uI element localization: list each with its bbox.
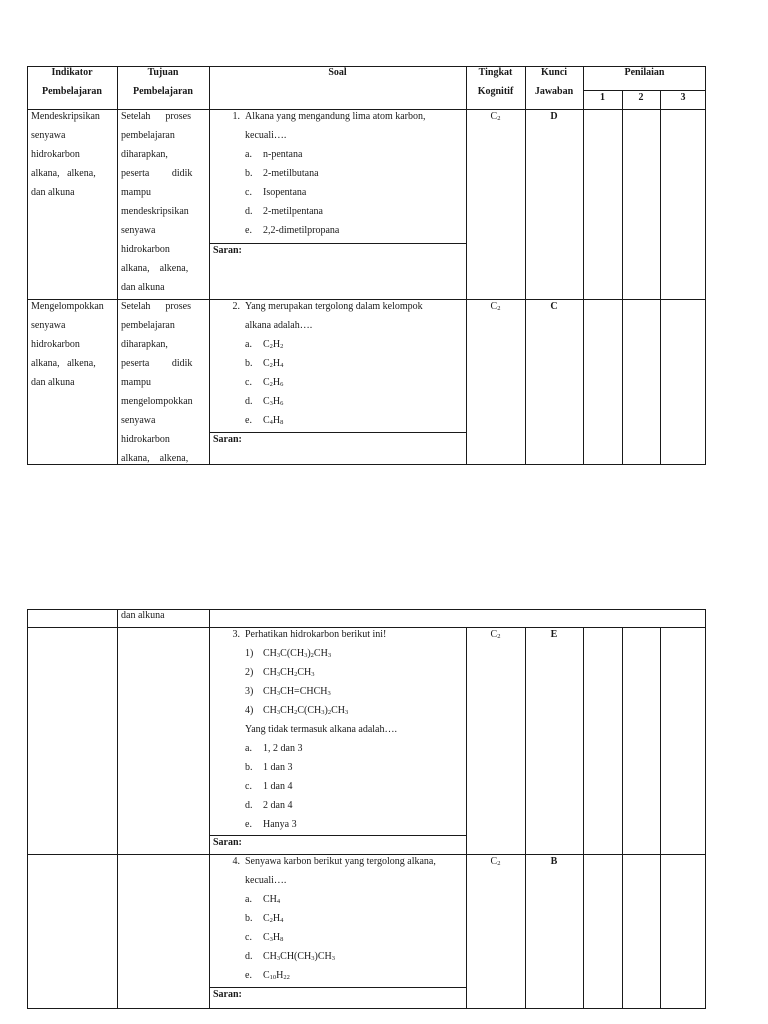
t2-col-divider-4 [525, 627, 526, 1009]
q3-kognitif: $C_2$ [490, 629, 501, 640]
saran-label-2: Saran: [213, 434, 242, 445]
question-1: 1. Alkana yang mengandung lima atom karbon, kecuali…. a. n-pentana b. 2-metilbutana c. Isopentana d. 2-metilpentana e. 2,2-dimetilpropana [232, 111, 426, 236]
formula: $C_3H_6$ [263, 396, 284, 407]
row2-kognitif: $C_2$ [490, 301, 501, 312]
question-3: 3. Perhatikan hidrokarbon berikut ini! 1) $CH_3C(CH_3)_2CH_3$ 2) $CH_3CH_2CH_3$ 3) $CH_3CH=CHCH_3$ 4) $CH_3CH_2C(CH_3)_2CH_3$ Yang tidak termasuk alkana adalah…. a. 1, 2 dan 3 b. 1 dan 3 c. 1 dan 4 d. 2 dan 4 e. Hanya 3 [232, 629, 397, 830]
header-indikator: Indikator Pembelajaran [42, 67, 102, 97]
t2-col-divider-1 [117, 609, 118, 1009]
saran-label-4: Saran: [213, 989, 242, 1000]
q3-kunci: E [550, 629, 558, 640]
continuation-text: dan alkuna [121, 610, 165, 621]
col-divider-1 [117, 66, 118, 465]
saran-line-2 [209, 432, 466, 433]
col-divider-7 [660, 90, 661, 465]
col-divider-6 [622, 90, 623, 465]
formula: $C_2H_4$ [263, 358, 284, 369]
q4-kognitif: $C_2$ [490, 856, 501, 867]
q4-kunci: B [550, 856, 558, 867]
formula: $C_2H_6$ [263, 377, 284, 388]
saran-line-1 [209, 243, 466, 244]
penilaian-1: 1 [600, 92, 605, 103]
saran-label-3: Saran: [213, 837, 242, 848]
col-divider-5 [583, 66, 584, 465]
row1-kognitif: $C_2$ [490, 111, 501, 122]
saran-line-3 [209, 835, 466, 836]
saran-line-4 [209, 987, 466, 988]
t2-col-divider-3 [466, 627, 467, 1009]
t2-col-divider-5 [583, 627, 584, 1009]
header-penilaian: Penilaian [624, 67, 665, 78]
row1-kognitif-sub: 2 [497, 115, 501, 122]
penilaian-3: 3 [680, 92, 686, 103]
header-soal: Soal [328, 67, 347, 78]
row2-tujuan: Setelah proses pembelajaran diharapkan, peserta didik mampu mengelompokkan senyawa hidrokarbon alkana, alkena, [121, 301, 193, 464]
formula: $C_4H_8$ [263, 415, 284, 426]
header-tujuan: Tujuan Pembelajaran [133, 67, 193, 97]
row2-indikator: Mengelompokkan senyawa hidrokarbon alkana, alkena, dan alkuna [31, 301, 104, 388]
row2-kunci: C [550, 301, 558, 312]
t2-col-divider-2 [209, 609, 210, 1009]
formula: $C_2H_2$ [263, 339, 284, 350]
header-kunci-jawaban: Kunci Jawaban [534, 67, 574, 97]
penilaian-2: 2 [638, 92, 644, 103]
col-divider-2 [209, 66, 210, 465]
row1-kunci: D [550, 111, 558, 122]
t2-col-divider-6 [622, 627, 623, 1009]
saran-label-1: Saran: [213, 245, 242, 256]
header-tingkat-kognitif: Tingkat Kognitif [477, 67, 514, 97]
question-2: 2. Yang merupakan tergolong dalam kelompok alkana adalah…. a. $C_2H_2$ b. $C_2H_4$ c. $C_2H_6$ d. $C_3H_6$ e. $C_4H_8$ [232, 301, 423, 426]
question-4: 4. Senyawa karbon berikut yang tergolong alkana, kecuali…. a. $CH_4$ b. $C_2H_4$ c. $C_3H_8$ d. $CH_3CH(CH_3)CH_3$ e. $C_{10}H_{22}$ [232, 856, 436, 981]
row1-tujuan: Setelah proses pembelajaran diharapkan, peserta didik mampu mendeskripsikan senyawa hidrokarbon alkana, alkena, dan alkuna [121, 111, 193, 293]
t2-col-divider-7 [660, 627, 661, 1009]
row1-indikator: Mendeskripsikan senyawa hidrokarbon alkana, alkena, dan alkuna [31, 111, 100, 198]
